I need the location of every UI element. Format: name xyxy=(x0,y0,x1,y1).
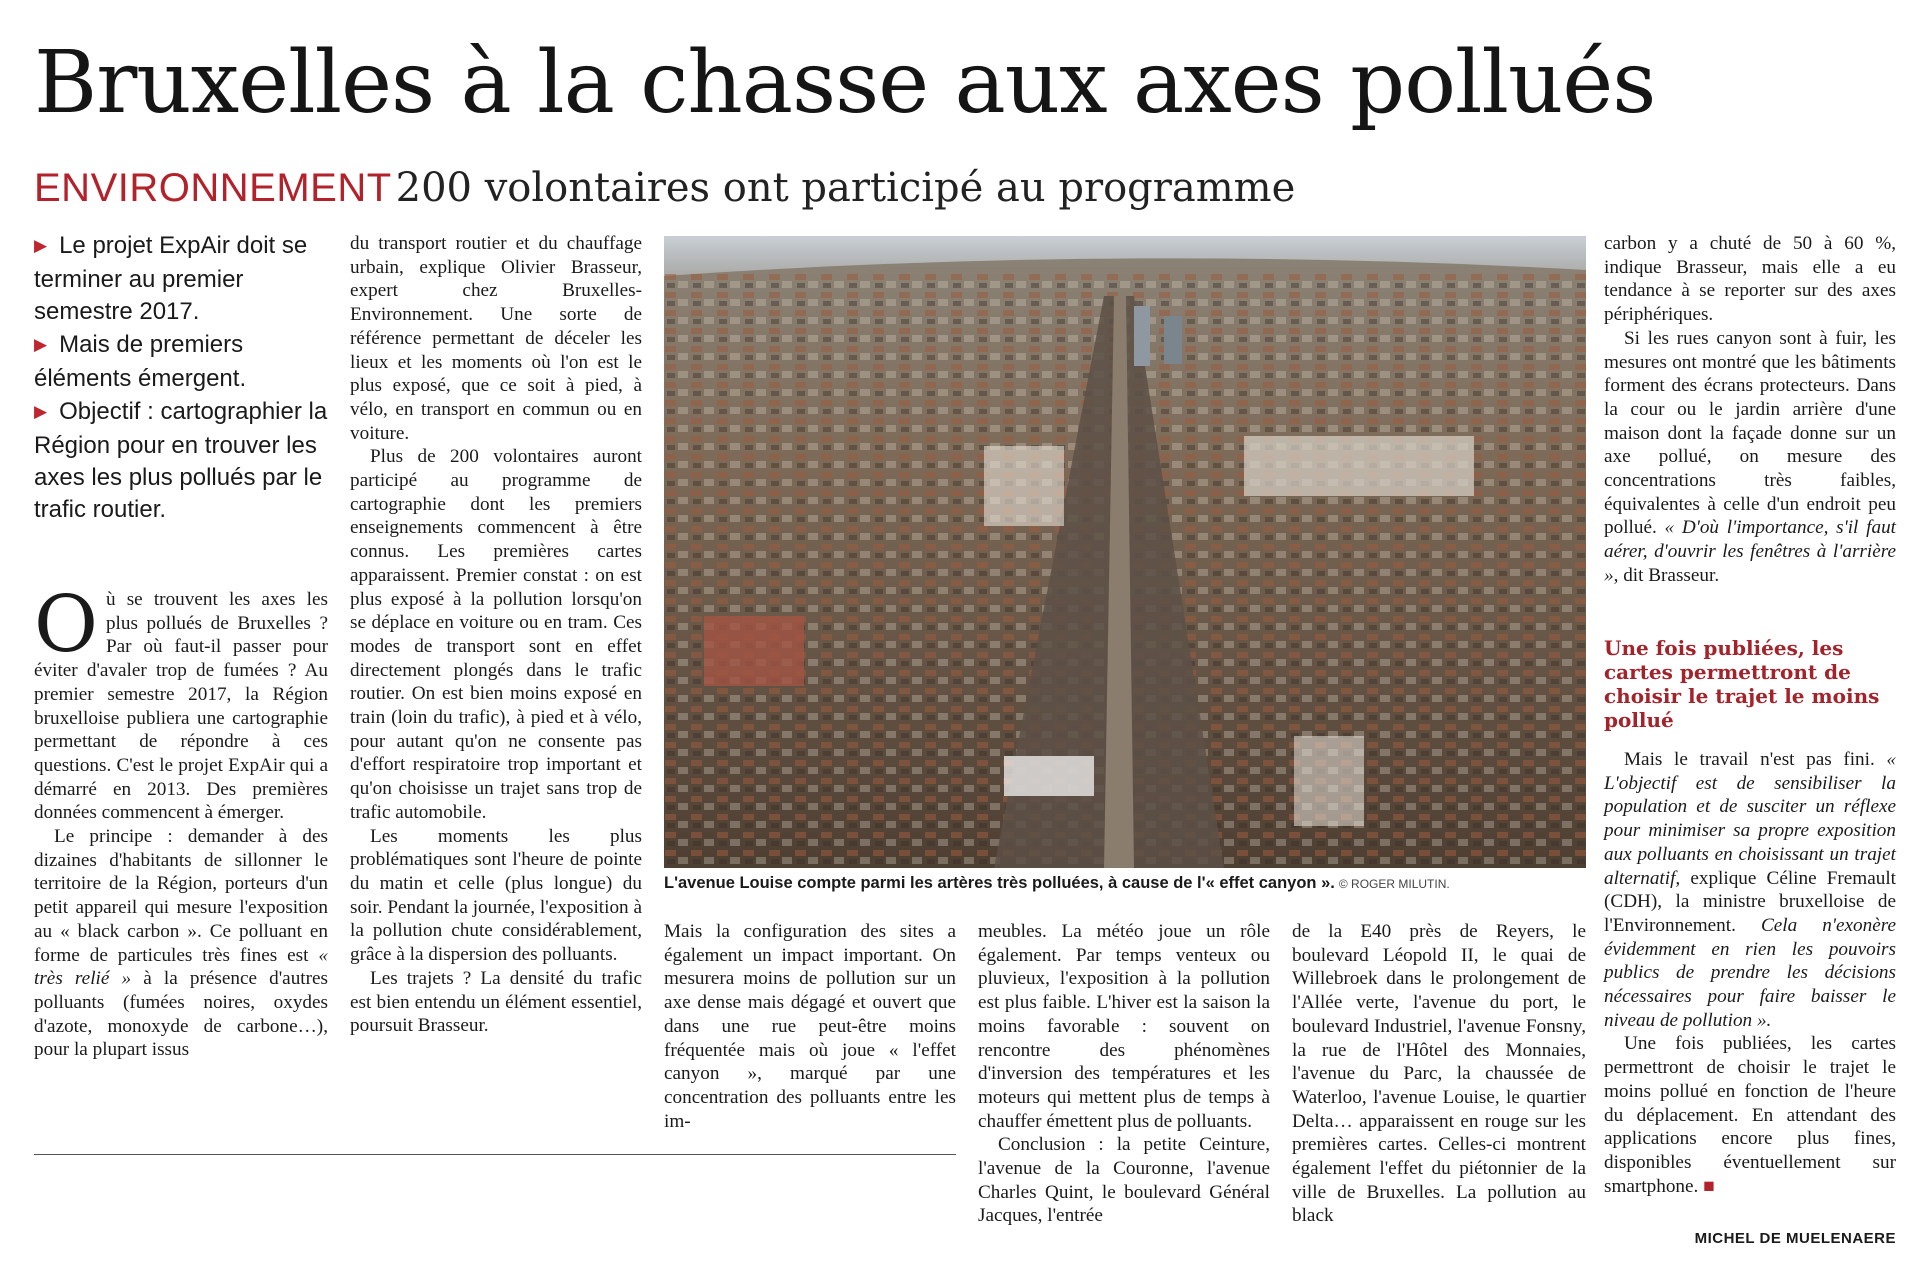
paragraph xyxy=(34,580,328,825)
subheadline xyxy=(34,160,1904,225)
paragraph: Mais la configuration des sites a également un impact important. On mesurera moins de pollution sur un axe dense mais dégagé et ouvert que dans une rue peut-être moins fréquentée mais où joue « l'effet canyon », marqué par une concentration des polluants entre les im- xyxy=(664,921,956,1132)
paragraph: Les trajets ? La densité du trafic est bien entendu un élément essentiel, poursuit Brasseur. xyxy=(350,967,642,1037)
triangle-bullet-icon: ▶ xyxy=(34,402,48,421)
subtitle: 200 volontaires ont participé au programme xyxy=(395,165,1296,211)
summary-bullet xyxy=(34,329,334,395)
triangle-bullet-icon: ▶ xyxy=(34,236,48,255)
pull-quote: Une fois publiées, les cartes permettront de choisir le trajet le moins pollué xyxy=(1604,636,1880,732)
photo-caption xyxy=(664,874,1586,893)
summary-bullet xyxy=(34,230,334,328)
paragraph xyxy=(1604,327,1896,588)
paragraph-text: ù se trouvent les axes les plus pollués de Bruxelles ? Par où faut-il passer pour éviter d'avaler trop de fumées ? Au premier semestre 2017, la Région bruxelloise publiera une cartographie permettant de répondre à ces questions. C'est le projet ExpAir qui a démarré en 2013. Des premières données commencent à émerger. xyxy=(34,589,328,824)
paragraph-text: Le principe : demander à des dizaines d'habitants de sillonner le territoire de la Région, porteurs d'un petit appareil qui mesure l'exposition au « black carbon ». Ce polluant en forme de particules très fines est xyxy=(34,826,328,966)
paragraph-text: explique Céline Fremault (CDH), la ministre bruxelloise de l'Environnement. xyxy=(1604,867,1896,936)
quote-text: Cela n'exonère évidemment en rien les pouvoirs publics de prendre les décisions nécessaires pour faire baisser le niveau de pollution ». xyxy=(1604,914,1896,1031)
paragraph xyxy=(1604,1032,1896,1198)
paragraph-text: à la présence d'autres polluants (fumées noires, oxydes d'azote, monoxyde de carbone…), pour la plupart issus xyxy=(34,968,328,1061)
aerial-city-image xyxy=(664,236,1586,868)
end-mark-icon: ■ xyxy=(1703,1175,1715,1197)
paragraph: Plus de 200 volontaires auront participé au programme de cartographie dont les premiers enseignements commencent à être connus. Les premières cartes apparaissent. Premier constat : on est plus exposé à la pollution lorsqu'on se déplace en voiture ou en tram. Ces modes de transport sont en effet directement plongés dans le trafic routier. On est bien moins exposé en train (loin du trafic), à pied et à vélo, pour autant qu'on ne consente pas d'effort respiratoire trop important et qu'on choisisse un trajet sans trop de trafic automobile. xyxy=(350,446,642,823)
paragraph-text: Mais le travail n'est pas fini. xyxy=(1624,749,1887,770)
summary-bullets xyxy=(34,230,334,527)
caption-text: L'avenue Louise compte parmi les artères très polluées, à cause de l'« effet canyon ». xyxy=(664,874,1335,892)
aerial-photo xyxy=(664,236,1586,868)
summary-bullet-text: Le projet ExpAir doit se terminer au premier semestre 2017. xyxy=(34,232,308,325)
paragraph xyxy=(1604,748,1896,1032)
quote-text: « D'où l'importance, s'il faut aérer, d'ouvrir les fenêtres à l'arrière » xyxy=(1604,517,1896,586)
photo-credit: © ROGER MILUTIN. xyxy=(1338,877,1450,891)
section-kicker: ENVIRONNEMENT xyxy=(34,166,392,210)
article-column-1 xyxy=(34,580,328,1062)
summary-bullet xyxy=(34,396,334,526)
headline: Bruxelles à la chasse aux axes pollués xyxy=(34,33,1656,133)
paragraph-text: , dit Brasseur. xyxy=(1613,564,1720,586)
paragraph-text: Une fois publiées, les cartes permettront de choisir le trajet le moins pollué en fonction de l'heure du déplacement. En attendant des applications encore plus fines, disponibles éventuellement sur smartphone. xyxy=(1604,1033,1896,1197)
byline: MICHEL DE MUELENAERE xyxy=(1694,1230,1896,1247)
quote-text: « L'objectif est de sensibiliser la population et de susciter un réflexe pour minimiser sa propre exposition aux polluants en choisissant un trajet alternatif, xyxy=(1604,749,1896,889)
paragraph-text: Si les rues canyon sont à fuir, les mesures ont montré que les bâtiments forment des écrans protecteurs. Dans la cour ou le jardin arrière d'une maison dont la façade donne sur un axe pollué, on mesure des concentrations très faibles, équivalentes à celle d'un endroit peu pollué. xyxy=(1604,327,1896,539)
article-column-4 xyxy=(978,920,1270,1228)
paragraph: carbon y a chuté de 50 à 60 %, indique Brasseur, mais elle a eu tendance à se reporter sur des axes périphériques. xyxy=(1604,233,1896,326)
drop-cap: O xyxy=(34,580,98,670)
triangle-bullet-icon: ▶ xyxy=(34,335,48,354)
horizontal-rule xyxy=(34,1154,956,1155)
paragraph xyxy=(34,825,328,1062)
article-column-6 xyxy=(1604,232,1896,588)
paragraph: Les moments les plus problématiques sont l'heure de pointe du matin et celle (plus longue) du soir. Pendant la journée, l'exposition à la pollution chute considérablement, grâce à la dispersion des polluants. xyxy=(350,825,642,966)
summary-bullet-text: Objectif : cartographier la Région pour en trouver les axes les plus pollués par le trafic routier. xyxy=(34,398,328,523)
article-column-6-continued xyxy=(1604,748,1896,1198)
paragraph: meubles. La météo joue un rôle également. Par temps venteux ou pluvieux, l'exposition à la pollution est plus faible. L'hiver est la saison la moins favorable : souvent on rencontre des phénomènes d'inversion des températures et les moteurs qui mettent plus de temps à chauffer émettent plus de polluants. xyxy=(978,921,1270,1132)
paragraph: du transport routier et du chauffage urbain, explique Olivier Brasseur, expert chez Bruxelles-Environnement. Une sorte de référence permettant de déceler les lieux et les moments où l'on est le plus exposé, que ce soit à pied, à vélo, en transport en commun ou en voiture. xyxy=(350,233,642,444)
article-column-3 xyxy=(664,920,956,1133)
summary-bullet-text: Mais de premiers éléments émergent. xyxy=(34,331,247,392)
quote-text: « très relié » xyxy=(34,944,328,990)
article-column-5 xyxy=(1292,920,1586,1228)
paragraph: Conclusion : la petite Ceinture, l'avenue de la Couronne, l'avenue Charles Quint, le boulevard Général Jacques, l'entrée xyxy=(978,1134,1270,1227)
article-column-2 xyxy=(350,232,642,1038)
paragraph: de la E40 près de Reyers, le boulevard Léopold II, le quai de Willebroek dans le prolongement de l'Allée verte, l'avenue du port, le boulevard Industriel, l'avenue Fonsny, la rue de l'Hôtel des Monnaies, l'avenue du Parc, la chaussée de Waterloo, l'avenue Louise, le quartier Delta… apparaissent en rouge sur les premières cartes. Celles-ci montrent également l'effet du piétonnier de la ville de Bruxelles. La pollution au black xyxy=(1292,921,1586,1227)
